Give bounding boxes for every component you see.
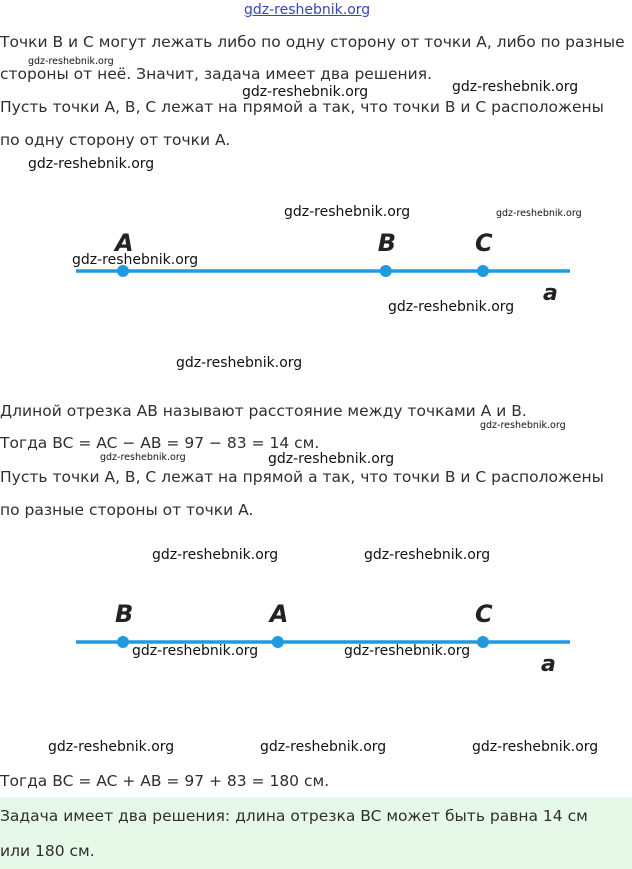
- point-c: [477, 265, 489, 277]
- point-label-c: C: [475, 600, 493, 628]
- point-c: [477, 636, 489, 648]
- paragraph-result-case2: Тогда BC = AC + AB = 97 + 83 = 180 см.: [0, 772, 330, 790]
- watermark: gdz-reshebnik.org: [242, 84, 369, 100]
- point-label-b: B: [377, 229, 397, 257]
- watermark: gdz-reshebnik.org: [152, 547, 279, 563]
- watermark: gdz-reshebnik.org: [364, 547, 491, 563]
- header-watermark-link[interactable]: gdz-reshebnik.org: [244, 2, 371, 18]
- figure-different-sides: [0, 591, 632, 681]
- point-label-a: A: [269, 600, 289, 628]
- answer-line1: Задача имеет два решения: длина отрезка BC может быть равна 14 см: [0, 807, 588, 825]
- point-b: [380, 265, 392, 277]
- paragraph-two-cases-line2: стороны от неё. Значит, задача имеет два решения.: [0, 65, 433, 83]
- watermark: gdz-reshebnik.org: [100, 452, 186, 463]
- point-label-a: A: [115, 229, 134, 257]
- line-label-a: a: [541, 652, 556, 677]
- watermark: gdz-reshebnik.org: [28, 156, 155, 172]
- paragraph-definition: Длиной отрезка AB называют расстояние между точками A и B.: [0, 402, 527, 420]
- watermark: gdz-reshebnik.org: [284, 204, 411, 220]
- watermark: gdz-reshebnik.org: [176, 355, 303, 371]
- watermark: gdz-reshebnik.org: [132, 643, 259, 659]
- watermark: gdz-reshebnik.org: [388, 299, 515, 315]
- point-label-c: C: [475, 229, 493, 257]
- watermark: gdz-reshebnik.org: [268, 451, 395, 467]
- watermark: gdz-reshebnik.org: [480, 420, 566, 431]
- point-label-b: B: [115, 600, 134, 628]
- answer-box: [0, 797, 632, 869]
- watermark: gdz-reshebnik.org: [472, 739, 599, 755]
- paragraph-two-cases-line1: Точки B и C могут лежать либо по одну сторону от точки A, либо по разные: [0, 33, 625, 51]
- watermark: gdz-reshebnik.org: [28, 56, 114, 67]
- watermark: gdz-reshebnik.org: [48, 739, 175, 755]
- paragraph-result-case1: Тогда BC = AC − AB = 97 − 83 = 14 см.: [0, 434, 320, 452]
- point-b: [117, 636, 129, 648]
- watermark: gdz-reshebnik.org: [72, 252, 199, 268]
- watermark: gdz-reshebnik.org: [496, 208, 582, 219]
- paragraph-case2-setup-line1: Пусть точки A, B, C лежат на прямой a так, что точки B и C расположены: [0, 468, 604, 486]
- point-a: [272, 636, 284, 648]
- paragraph-case1-setup-line2: по одну сторону от точки A.: [0, 131, 231, 149]
- answer-line2: или 180 см.: [0, 842, 95, 860]
- watermark: gdz-reshebnik.org: [452, 79, 579, 95]
- paragraph-case2-setup-line2: по разные стороны от точки A.: [0, 501, 254, 519]
- watermark: gdz-reshebnik.org: [260, 739, 387, 755]
- line-label-a: a: [543, 281, 558, 306]
- watermark: gdz-reshebnik.org: [344, 643, 471, 659]
- paragraph-case1-setup-line1: Пусть точки A, B, C лежат на прямой a так, что точки B и C расположены: [0, 98, 604, 116]
